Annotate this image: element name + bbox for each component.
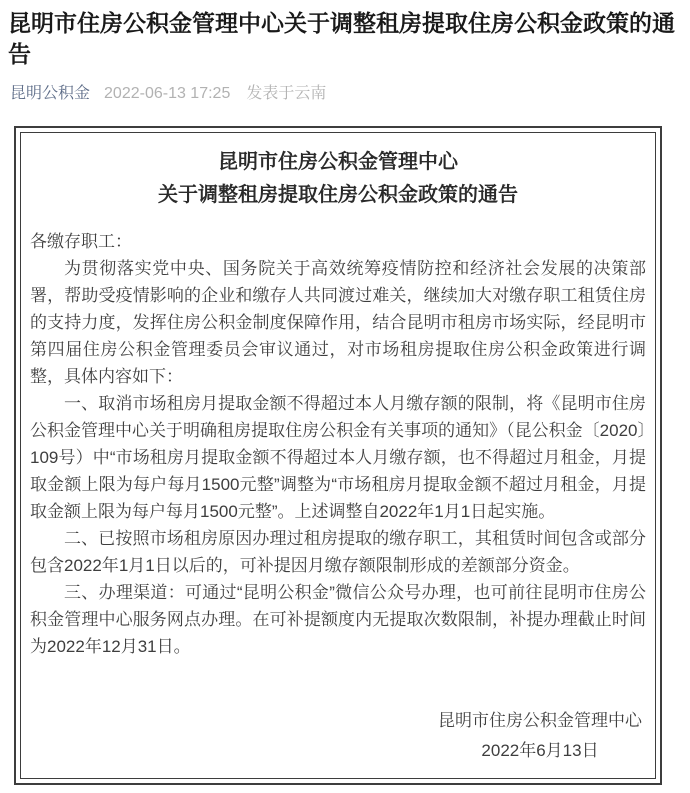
notice-paragraph-3: 二、已按照市场租房原因办理过租房提取的缴存职工，其租赁时间包含或部分包含2022年1月1日以后的，可补提因月缴存额限制形成的差额部分资金。	[30, 529, 646, 575]
publish-location: 发表于云南	[246, 85, 327, 102]
notice-heading	[30, 146, 646, 212]
notice-heading-line1: 昆明市住房公积金管理中心	[218, 151, 458, 173]
signature-inner	[438, 706, 642, 766]
notice-document-frame	[14, 126, 662, 785]
notice-paragraph-1: 为贯彻落实党中央、国务院关于高效统筹疫情防控和经济社会发展的决策部署，帮助受疫情影响的企业和缴存人共同渡过难关，继续加大对缴存职工租赁住房的支持力度，发挥住房公积金制度保障作用，结合昆明市租房市场实际，经昆明市第四届住房公积金管理委员会审议通过，对市场租房提取住房公积金政策进行调整，具体内容如下：	[30, 259, 646, 386]
page-title: 昆明市住房公积金管理中心关于调整租房提取住房公积金政策的通告	[8, 10, 675, 67]
signature-block	[30, 706, 646, 766]
account-name-link[interactable]: 昆明公积金	[10, 85, 91, 102]
notice-paragraph-4: 三、办理渠道：可通过“昆明公积金”微信公众号办理，也可前往昆明市住房公积金管理中心服务网点办理。在可补提额度内无提取次数限制，补提办理截止时间为2022年12月31日。	[30, 583, 646, 656]
salutation: 各缴存职工：	[30, 232, 132, 251]
signature-date: 2022年6月13日	[481, 741, 599, 760]
publish-datetime: 2022-06-13 17:25	[104, 85, 231, 102]
signature-org: 昆明市住房公积金管理中心	[438, 711, 642, 730]
notice-heading-line2: 关于调整租房提取住房公积金政策的通告	[158, 184, 518, 206]
notice-paragraph-2: 一、取消市场租房月提取金额不得超过本人月缴存额的限制，将《昆明市住房公积金管理中心关于明确租房提取住房公积金有关事项的通知》（昆公积金〔2020〕109号）中“市场租房月提取金额不得超过本人月缴存额，也不得超过月租金，月提取金额上限为每户每月1500元整”调整为“市场租房月提取金额不超过月租金，月提取金额上限为每户每月1500元整”。上述调整自2022年1月1日起实施。	[30, 394, 646, 521]
article-meta	[10, 83, 682, 105]
notice-document	[20, 132, 656, 779]
article-page	[0, 8, 690, 793]
